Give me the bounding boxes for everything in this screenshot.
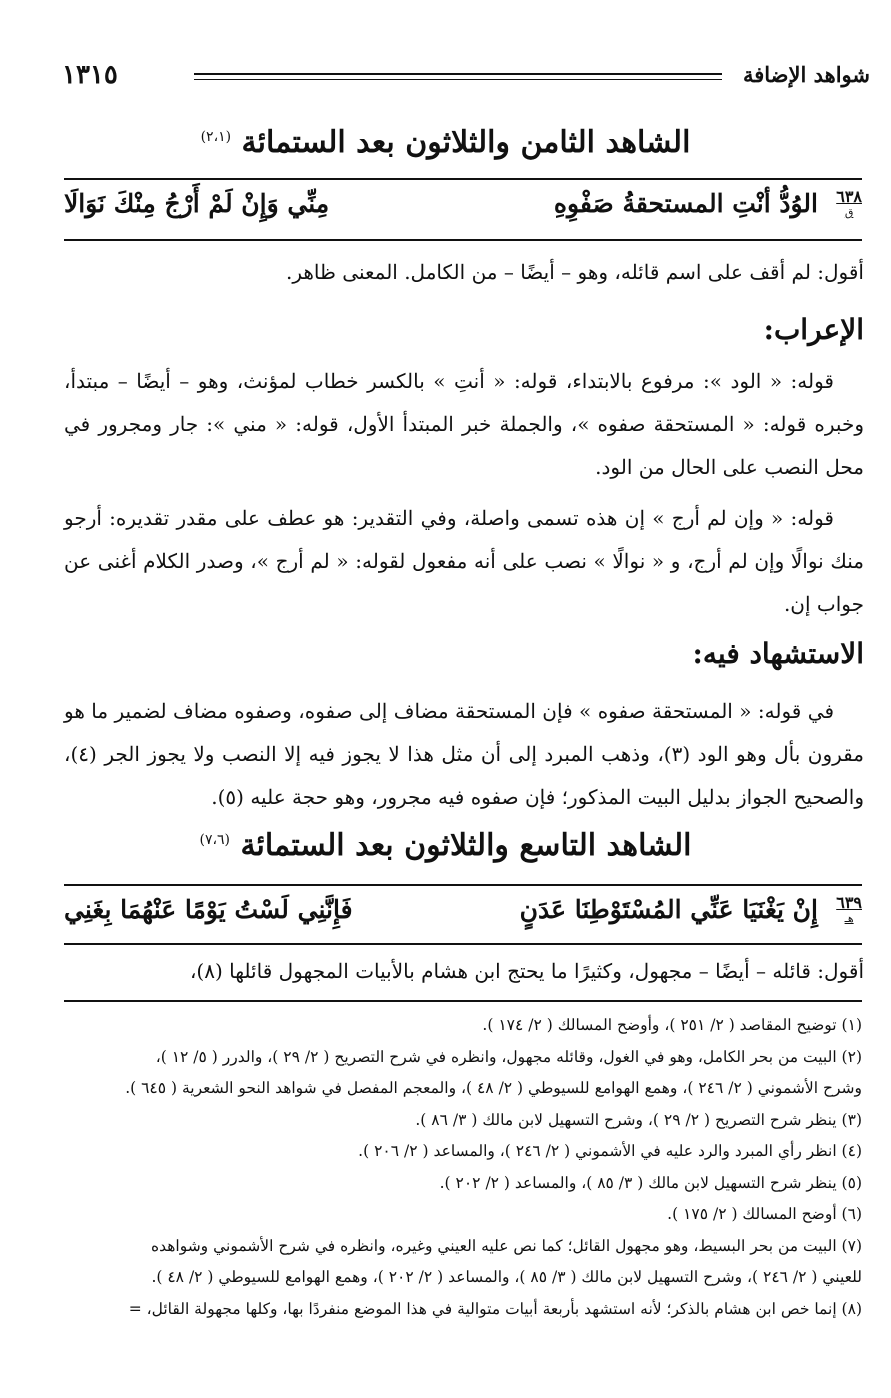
irab-paragraph-1: قوله: « الود »: مرفوع بالابتداء، قوله: « أنتِ » بالكسر خطاب لمؤنث، وهو – أيضًا – مبتدأ، وخبره قوله: « المستحقة صفوه »، والجملة خبر المبتدأ الأول، قوله: « مني »: جار ومجرور في محل النصب على الحال من الود. <box>64 369 864 479</box>
footnote-line: وشرح الأشموني ( ٢/ ٢٤٦ )، وهمع الهوامع للسيوطي ( ٢/ ٤٨ )، والمعجم المفصل في شواهد النحو الشعرية ( ٦٤٥ ). <box>125 1079 862 1097</box>
verse-rule-top <box>64 178 862 180</box>
footnote-line: (٧) البيت من بحر البسيط، وهو مجهول القائل؛ كما نص عليه العيني وغيره، وانظره في شرح الأشموني وشواهده <box>150 1236 862 1255</box>
page-header <box>62 62 870 92</box>
footnote-separator <box>64 1000 862 1002</box>
verse-639-number-sub: هـ <box>844 912 854 925</box>
verse-639-number <box>836 893 862 925</box>
verse-638-hemistich-2: مِنِّي وَإِنْ لَمْ أَرْجُ مِنْكَ نَوَالَا <box>64 189 330 218</box>
verse-638-number-text: ٦٣٨ <box>836 187 862 206</box>
verse-639-hemistich-2: فَإِنَّنِي لَسْتُ يَوْمًا عَنْهُمَا بِغَنِي <box>64 895 353 924</box>
verse-639-number-text: ٦٣٩ <box>836 893 862 912</box>
header-rule-thin <box>194 79 722 80</box>
footnote-line: (٨) إنما خص ابن هشام بالذكر؛ لأنه استشهد بأربعة أبيات متوالية في هذا الموضع منفردًا بها، وكلها مجهولة القائل، = <box>128 1299 862 1318</box>
shahid-639-title-text: الشاهد التاسع والثلاثون بعد الستمائة <box>240 828 692 863</box>
page-number: ١٣١٥ <box>62 60 118 90</box>
footnote-line: (٦) أوضح المسالك ( ٢/ ١٧٥ ). <box>667 1205 862 1223</box>
footnote-line: (١) توضيح المقاصد ( ٢/ ٢٥١ )، وأوضح المسالك ( ٢/ ١٧٤ ). <box>482 1016 862 1034</box>
verse-639 <box>64 887 862 945</box>
shahid-639-intro: أقول: قائله – أيضًا – مجهول، وكثيرًا ما يحتج ابن هشام بالأبيات المجهول قائلها (٨)، <box>189 959 864 983</box>
verse-rule-bottom <box>64 943 862 945</box>
verse-rule-top <box>64 884 862 886</box>
footnote-line: (٥) ينظر شرح التسهيل لابن مالك ( ٣/ ٨٥ )، والمساعد ( ٢/ ٢٠٢ ). <box>439 1173 862 1192</box>
shahid-638-title-text: الشاهد الثامن والثلاثون بعد الستمائة <box>241 125 691 160</box>
footnote-line: (٤) انظر رأي المبرد والرد عليه في الأشموني ( ٢/ ٢٤٦ )، والمساعد ( ٢/ ٢٠٦ ). <box>358 1142 862 1160</box>
footnote-line: (٣) ينظر شرح التصريح ( ٢/ ٢٩ )، وشرح التسهيل لابن مالك ( ٣/ ٨٦ ). <box>415 1110 862 1129</box>
istishhad-heading: الاستشهاد فيه: <box>692 637 864 670</box>
running-title: شواهد الإضافة <box>742 62 870 87</box>
shahid-638-title-notes: (٢،١) <box>200 129 232 145</box>
irab-paragraph-2: قوله: « وإن لم أرج » إن هذه تسمى واصلة، وفي التقدير: هو عطف على مقدر تقديره: أرجو منك نوالًا وإن لم أرج، و « نوالًا » نصب على أنه مفعول لقوله: « لم أرج »، وصدر الكلام أغنى عن جواب إن. <box>64 506 864 616</box>
header-rule <box>194 73 722 75</box>
verse-638-number-sub: ق <box>844 206 854 219</box>
footnotes <box>46 1010 862 1325</box>
shahid-639-title-notes: (٧،٦) <box>199 832 230 848</box>
verse-638-hemistich-1: الوُدُّ أنْتِ المستحقةُ صَفْوِهِ <box>553 189 818 218</box>
shahid-639-title <box>0 828 891 863</box>
verse-638 <box>64 181 862 239</box>
footnote-line: (٢) البيت من بحر الكامل، وهو في الغول، وقائله مجهول، وانظره في شرح التصريح ( ٢/ ٢٩ )، والدرر ( ٥/ ١٢ )، <box>155 1047 862 1066</box>
irab-heading: الإعراب: <box>763 313 864 346</box>
verse-639-hemistich-1: إِنْ يَغْنَيَا عَنِّي المُسْتَوْطِنَا عَدَنٍ <box>519 895 818 924</box>
shahid-638-title <box>0 125 891 160</box>
shahid-638-intro: أقول: لم أقف على اسم قائله، وهو – أيضًا – من الكامل. المعنى ظاهر. <box>285 260 864 284</box>
verse-rule-bottom <box>64 239 862 241</box>
footnote-line: للعيني ( ٢/ ٢٤٦ )، وشرح التسهيل لابن مالك ( ٣/ ٨٥ )، والمساعد ( ٢/ ٢٠٢ )، وهمع الهوامع للسيوطي ( ٢/ ٤٨ ). <box>151 1268 862 1286</box>
verse-638-number <box>836 187 862 219</box>
istishhad-paragraph: في قوله: « المستحقة صفوه » فإن المستحقة مضاف إلى صفوه، وصفوه مضاف لضمير ما هو مقرون بأل وهو الود (٣)، وذهب المبرد إلى أن مثل هذا لا يجوز فيه إلا النصب ولا يجوز الجر (٤)، والصحيح الجواز بدليل البيت المذكور؛ فإن صفوه فيه مجرور، وهو حجة عليه (٥). <box>64 699 865 809</box>
